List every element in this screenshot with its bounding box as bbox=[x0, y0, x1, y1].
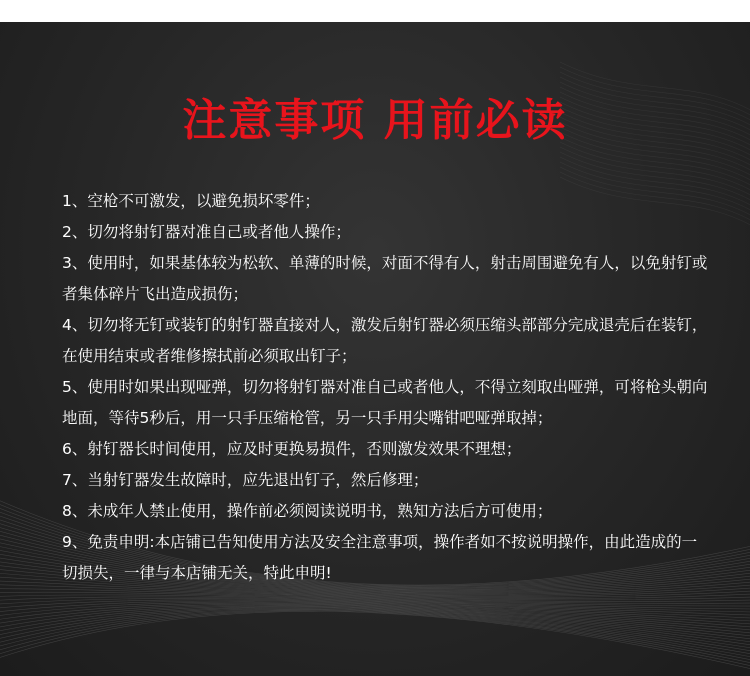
note-item-4: 4、切勿将无钉或装钉的射钉器直接对人，激发后射钉器必须压缩头部部分完成退壳后在装钉，在使用结束或者维修擦拭前必须取出钉子； bbox=[62, 316, 708, 365]
notice-panel bbox=[0, 22, 750, 676]
note-item-1: 1、空枪不可激发，以避免损坏零件； bbox=[62, 192, 320, 210]
note-item-8: 8、未成年人禁止使用，操作前必须阅读说明书，熟知方法后方可使用； bbox=[62, 502, 553, 520]
page-title: 注意事项 用前必读 bbox=[182, 95, 568, 146]
note-item-7: 7、当射钉器发生故障时，应先退出钉子，然后修理； bbox=[62, 471, 429, 489]
wave-line bbox=[0, 609, 750, 664]
wave-line bbox=[0, 607, 750, 654]
note-item-3: 3、使用时，如果基体较为松软、单薄的时候，对面不得有人，射击周围避免有人，以免射钉或者集体碎片飞出造成损伤； bbox=[62, 254, 708, 303]
note-item-9: 9、免责申明:本店铺已告知使用方法及安全注意事项，操作者如不按说明操作，由此造成的一切损失，一律与本店铺无关，特此申明! bbox=[62, 533, 698, 582]
wave-line bbox=[0, 611, 750, 670]
note-item-6: 6、射钉器长时间使用，应及时更换易损件，否则激发效果不理想； bbox=[62, 440, 522, 458]
notes-list bbox=[62, 186, 710, 589]
note-item-2: 2、切勿将射钉器对准自己或者他人操作； bbox=[62, 223, 351, 241]
note-item-5: 5、使用时如果出现哑弹，切勿将射钉器对准自己或者他人，不得立刻取出哑弹，可将枪头朝向地面，等待5秒后，用一只手压缩枪管，另一只手用尖嘴钳吧哑弹取掉； bbox=[62, 378, 708, 427]
wave-line bbox=[0, 598, 750, 628]
